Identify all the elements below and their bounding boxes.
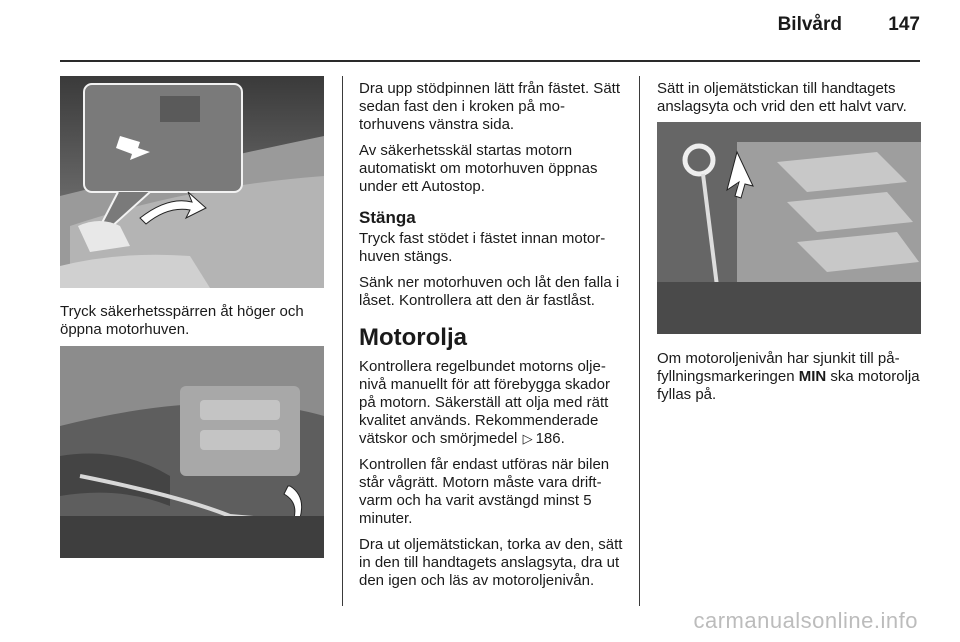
paragraph-lower-hood: Sänk ner motorhuven och låt den falla i låset. Kontrollera att den är fastlåst. [359, 274, 620, 309]
page-number: 147 [888, 14, 920, 35]
check-oil-text: Kontrollera regelbundet motorns oljenivå manuellt för att förebygga skador på motorn. Säkerställ att olja med rätt kvalitet används. Rekommenderade vätskor och smörjmedel [359, 358, 610, 447]
paragraph-support-rod: Dra upp stödpinnen lätt från fästet. Sätt sedan fast den i kroken på motorhuvens vänstra sida. [359, 80, 620, 133]
section-title: Bilvård [777, 14, 842, 35]
paragraph-check-conditions: Kontrollen får endast utföras när bilen står vågrätt. Motorn måste vara driftvarm och ha varit avstängd minst 5 minuter. [359, 456, 610, 527]
watermark: carmanualsonline.info [693, 608, 918, 633]
page-header [60, 14, 920, 44]
paragraph-close-support: Tryck fast stödet i fästet innan motorhuven stängs. [359, 230, 606, 265]
column-3-lower-text [657, 350, 921, 412]
paragraph-min-level [657, 350, 921, 404]
heading-engine-oil: Motorolja [359, 324, 467, 351]
column-2-text [359, 80, 625, 598]
figure-hood-latch [60, 76, 324, 288]
paragraph-insert-dipstick: Sätt in oljemätstickan till handtagets anslagsyta och vrid den ett halvt varv. [657, 80, 907, 115]
paragraph-check-oil [359, 358, 625, 448]
column-divider-1 [342, 76, 343, 606]
paragraph-dipstick: Dra ut oljemätstickan, torka av den, sätt in den till handtagets anslagsyta, dra ut den igen och läs av motoroljenivån. [359, 536, 623, 589]
column-3-text [657, 80, 921, 124]
header-rule [60, 60, 920, 62]
paragraph-autostop: Av säkerhetsskäl startas motorn automatiskt om motorhuven öppnas under ett Autostop. [359, 142, 598, 195]
page-reference[interactable]: 186. [535, 430, 565, 447]
min-marker-label: MIN [798, 368, 827, 385]
min-level-text-after: ska motorolja fyllas på. [657, 368, 920, 403]
paragraph-open-hood: Tryck säkerhetsspärren åt höger och öppna motorhuven. [60, 303, 304, 338]
figure-hood-support-rod [60, 346, 324, 558]
page-reference-icon: ▷ [522, 431, 533, 446]
figure-oil-dipstick [657, 122, 921, 334]
column-1-text [60, 303, 324, 347]
min-level-text-before: Om motoroljenivån har sjunkit till påfyllningsmarkeringen [657, 350, 900, 385]
column-divider-2 [639, 76, 640, 606]
heading-close: Stänga [359, 208, 416, 227]
